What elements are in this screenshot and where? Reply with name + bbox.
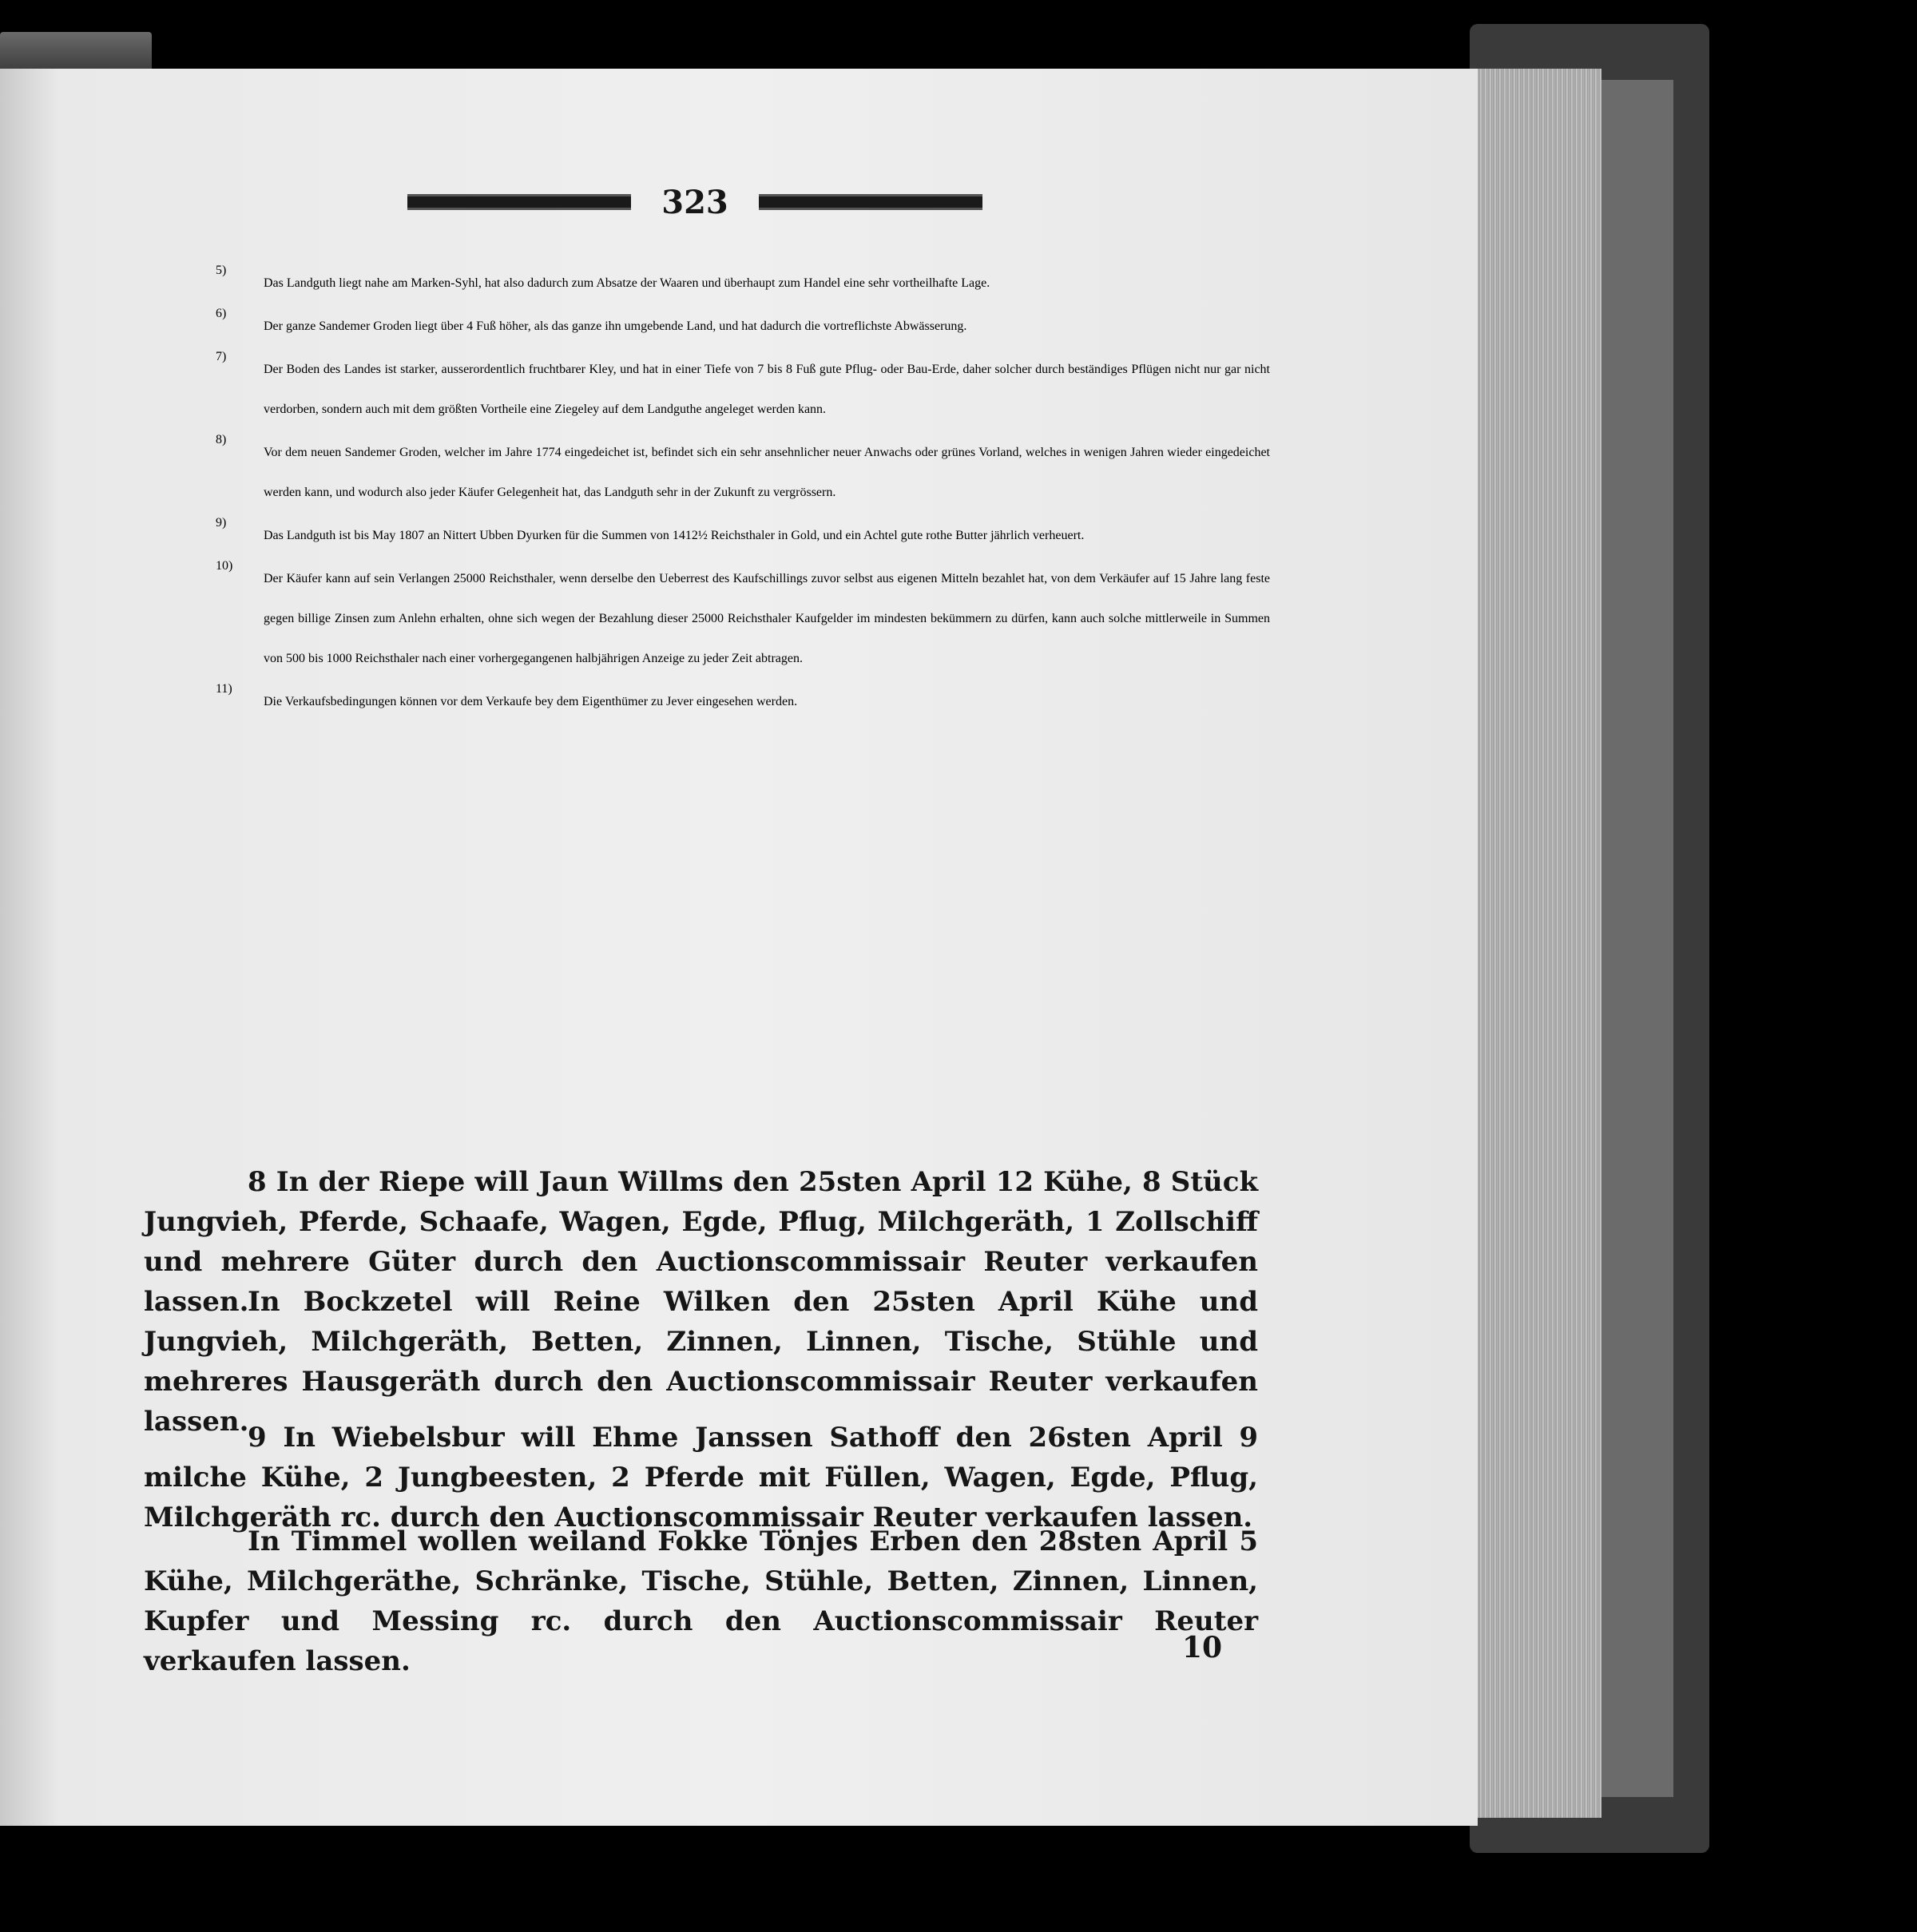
item-text: Der ganze Sandemer Groden liegt über 4 Fuß höher, als das ganze ihn umgebende Land, und hat dadurch die vortreflichste Abwässerung. — [264, 319, 967, 333]
list-item — [216, 433, 1270, 513]
item-text: Die Verkaufsbedingungen können vor dem Verkaufe bey dem Eigenthümer zu Jever eingesehen werden. — [264, 695, 798, 708]
item-number: 10) — [216, 559, 233, 573]
item-number: 6) — [216, 307, 227, 320]
header-rule-right — [759, 194, 982, 210]
item-text: Das Landguth liegt nahe am Marken-Syhl, hat also dadurch zum Absatze der Waaren und überhaupt zum Handel eine sehr vortheilhafte Lage. — [264, 276, 990, 290]
notice-paragraph: 9 In Wiebelsbur will Ehme Janssen Sathoff den 26sten April 9 milche Kühe, 2 Jungbeesten, 2 Pferde mit Füllen, Wagen, Egde, Pflug, Milchgeräth rc. durch den Auctionscommissair Reuter verkaufen lassen. — [144, 1422, 1258, 1533]
page-header — [399, 182, 990, 222]
item-text: Der Boden des Landes ist starker, ausserordentlich fruchtbarer Kley, und hat in einer Tiefe von 7 bis 8 Fuß gute Pflug- oder Bau-Erde, daher solcher durch beständiges Pflügen nicht nur gar nicht verdorben, sondern auch mit dem größten Vortheile eine Ziegeley auf dem Landguthe angeleget werden kann. — [264, 363, 1270, 416]
list-item — [216, 307, 1270, 347]
item-text: Das Landguth ist bis May 1807 an Nittert Ubben Dyurken für die Summen von 1412½ Reichsthaler in Gold, und ein Achtel gute rothe Butter jährlich verheuert. — [264, 529, 1085, 542]
page-number: 323 — [661, 183, 728, 221]
item-number: 7) — [216, 350, 227, 363]
item-text: Vor dem neuen Sandemer Groden, welcher im Jahre 1774 eingedeichet ist, befindet sich ein sehr ansehnlicher neuer Anwachs oder grünes Vorland, welches in wenigen Jahren wieder eingedeichet werden kann, und wodurch also jeder Käufer Gelegenheit hat, das Landguth sehr in der Zukunft zu vergrössern. — [264, 446, 1270, 499]
header-rule-left — [407, 194, 631, 210]
numbered-list — [216, 264, 1270, 725]
notice-paragraph: In Bockzetel will Reine Wilken den 25sten April Kühe und Jungvieh, Milchgeräth, Betten, Zinnen, Linnen, Tische, Stühle und mehreres Hausgeräth durch den Auctionscommissair Reuter verkaufen lassen. — [144, 1286, 1258, 1438]
item-number: 9) — [216, 516, 227, 530]
notice-paragraph: 8 In der Riepe will Jaun Willms den 25sten April 12 Kühe, 8 Stück Jungvieh, Pferde, Schaafe, Wagen, Egde, Pflug, Milchgeräth, 1 Zollschiff und mehrere Güter durch den Auctionscommissair Reuter verkaufen lassen. — [144, 1166, 1258, 1318]
page-edges — [1478, 69, 1601, 1818]
list-item — [216, 682, 1270, 722]
item-number: 11) — [216, 682, 232, 696]
list-item — [216, 559, 1270, 679]
book-inner-edge — [1601, 80, 1673, 1797]
list-item — [216, 264, 1270, 303]
item-number: 8) — [216, 433, 227, 446]
list-item — [216, 350, 1270, 430]
notice-paragraph: In Timmel wollen weiland Fokke Tönjes Erben den 28sten April 5 Kühe, Milchgeräthe, Schränke, Tische, Stühle, Betten, Zinnen, Linnen, Kupfer und Messing rc. durch den Auctionscommissair Reuter verkaufen lassen. — [144, 1525, 1258, 1677]
item-text: Der Käufer kann auf sein Verlangen 25000 Reichsthaler, wenn derselbe den Ueberrest des Kaufschillings zuvor selbst aus eigenen Mitteln bezahlet hat, von dem Verkäufer auf 15 Jahre lang feste gegen billige Zinsen zum Anlehn erhalten, ohne sich wegen der Bezahlung dieser 25000 Reichsthaler Kaufgelder im mindesten bekümmern zu dürfen, kann auch solche mittlerweile in Summen von 500 bis 1000 Reichsthaler nach einer vorhergegangenen halbjährigen Anzeige zu jeder Zeit abtragen. — [264, 572, 1270, 665]
list-item — [216, 516, 1270, 556]
catchword: 10 — [1182, 1631, 1223, 1664]
item-number: 5) — [216, 264, 227, 277]
